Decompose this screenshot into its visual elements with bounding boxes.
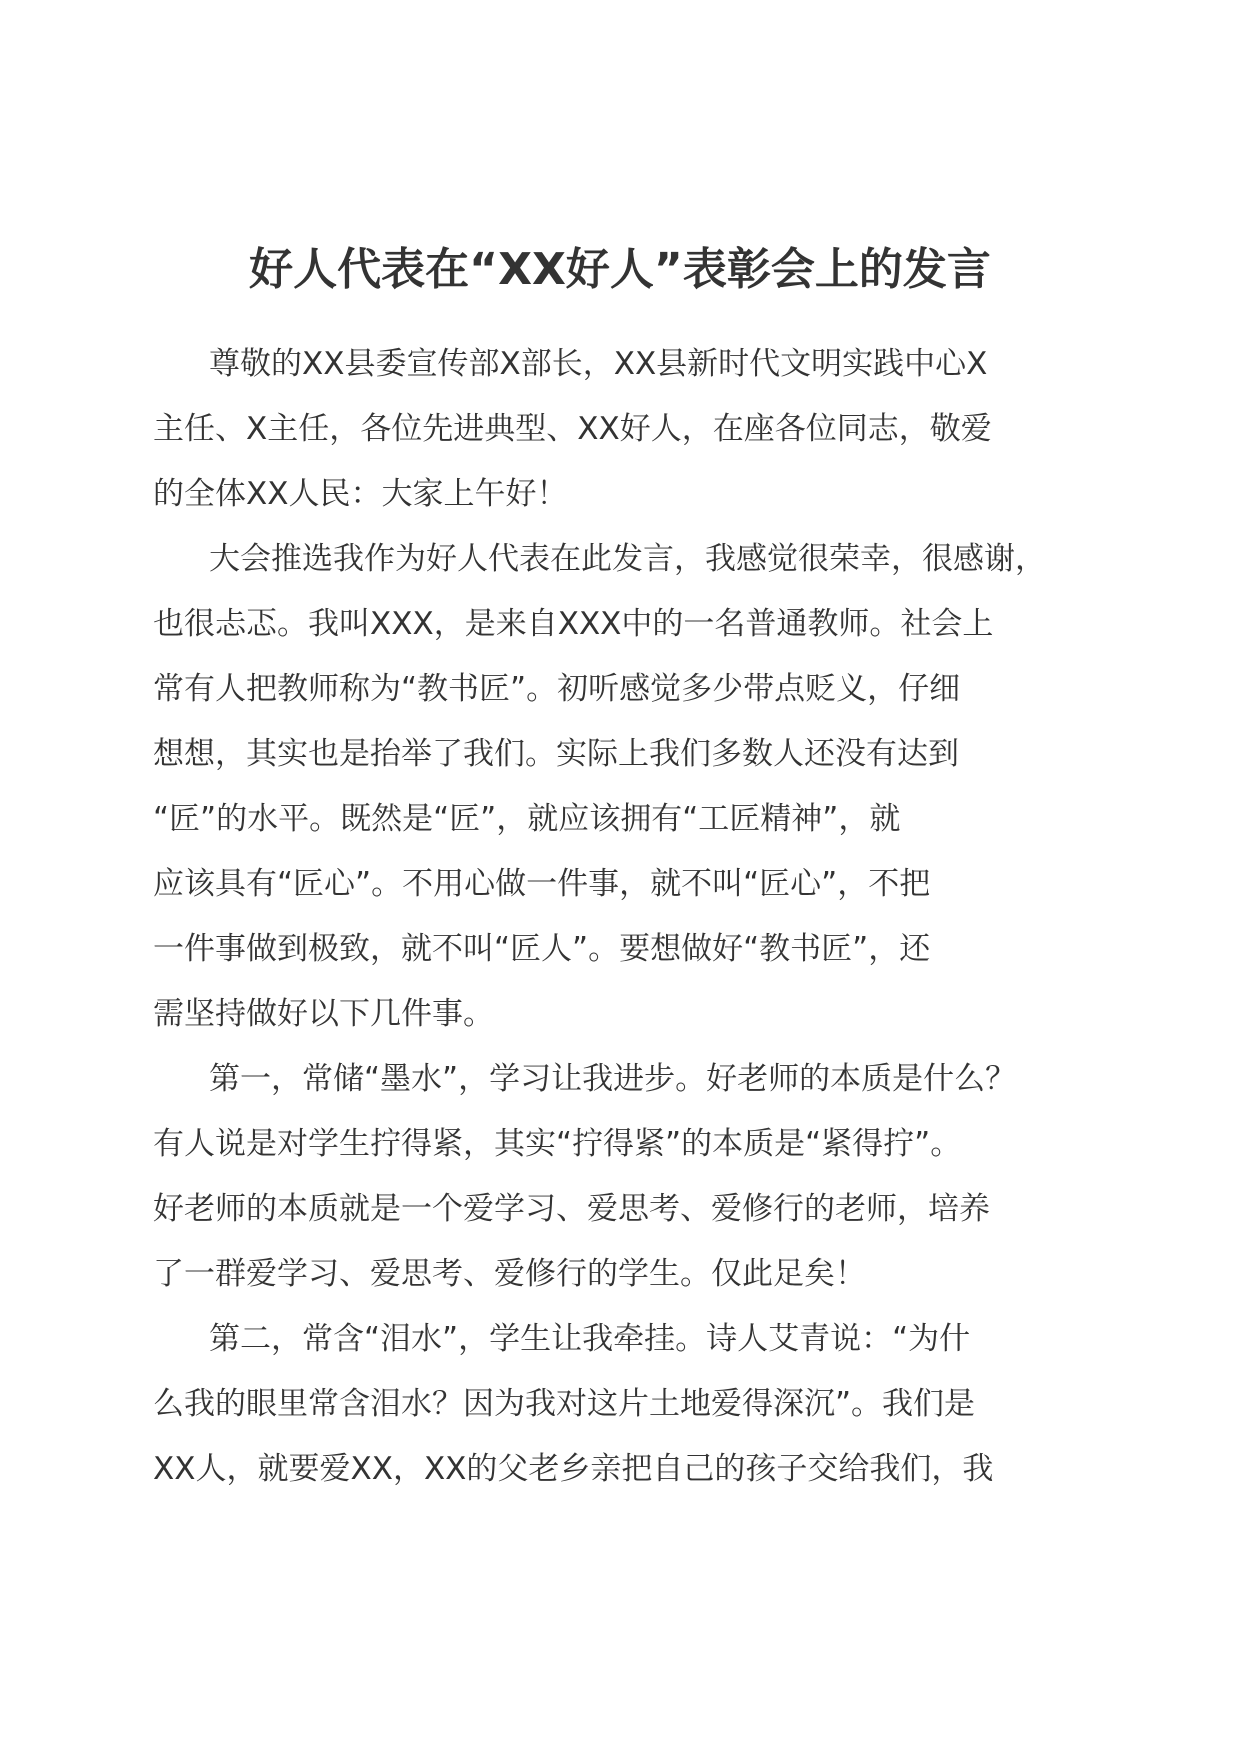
text-line: 大会推选我作为好人代表在此发言，我感觉很荣幸，很感谢， [209,541,1046,577]
text-line: 尊敬的XX县委宣传部X部长，XX县新时代文明实践中心X [209,346,988,382]
text-line: 好老师的本质就是一个爱学习、爱思考、爱修行的老师，培养 [153,1191,990,1227]
document-title: 好人代表在“XX好人”表彰会上的发言 [249,244,991,295]
text-line: 第二，常含“泪水”，学生让我牵挂。诗人艾青说：“为什 [209,1321,971,1357]
text-line: 有人说是对学生拧得紧，其实“拧得紧”的本质是“紧得拧”。 [153,1126,962,1162]
text-line: 一件事做到极致，就不叫“匠人”。要想做好“教书匠”，还 [153,931,931,967]
document-body [153,332,1113,1502]
text-line: 想想，其实也是抬举了我们。实际上我们多数人还没有达到 [153,736,959,772]
text-line: 的全体XX人民：大家上午好！ [153,476,568,512]
text-line: 需坚持做好以下几件事。 [153,996,494,1032]
text-line: XX人，就要爱XX，XX的父老乡亲把自己的孩子交给我们，我 [153,1451,994,1487]
text-line: 么我的眼里常含泪水？因为我对这片土地爱得深沉”。我们是 [153,1386,976,1422]
text-line: 了一群爱学习、爱思考、爱修行的学生。仅此足矣！ [153,1256,866,1292]
text-line: “匠”的水平。既然是“匠”，就应该拥有“工匠精神”，就 [153,801,901,837]
text-line: 也很忐忑。我叫XXX，是来自XXX中的一名普通教师。社会上 [153,606,994,642]
text-line: 主任、X主任，各位先进典型、XX好人，在座各位同志，敬爱 [153,411,992,447]
text-line: 常有人把教师称为“教书匠”。初听感觉多少带点贬义，仔细 [153,671,961,707]
text-line: 应该具有“匠心”。不用心做一件事，就不叫“匠心”，不把 [153,866,931,902]
text-line: 第一，常储“墨水”，学习让我进步。好老师的本质是什么？ [209,1061,1017,1097]
